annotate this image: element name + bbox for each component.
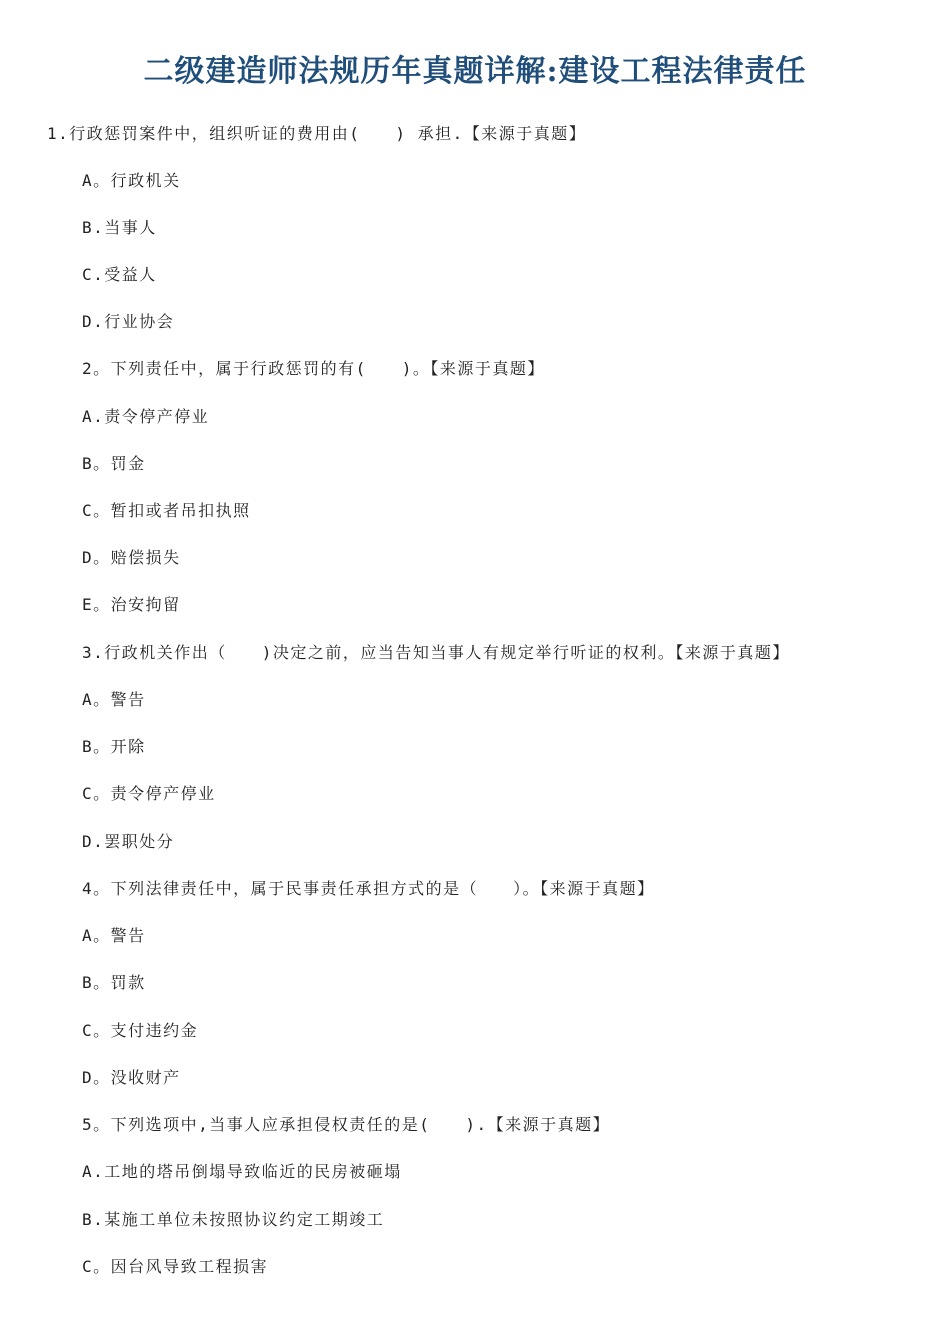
- question-5-option-b: B.某施工单位未按照协议约定工期竣工: [82, 1210, 385, 1229]
- question-1-option-c: C.受益人: [82, 265, 157, 284]
- question-4: 4。下列法律责任中，属于民事责任承担方式的是（ ）。【来源于真题】: [82, 879, 655, 898]
- document-title: 二级建造师法规历年真题详解:建设工程法律责任: [143, 54, 807, 89]
- question-2-option-d: D。赔偿损失: [82, 548, 181, 567]
- question-2-option-c: C。暂扣或者吊扣执照: [82, 501, 251, 520]
- question-1-option-b: B.当事人: [82, 218, 157, 237]
- question-4-option-b: B。罚款: [82, 973, 146, 992]
- question-2-option-a: A.责令停产停业: [82, 407, 210, 426]
- question-1: 1.行政惩罚案件中，组织听证的费用由( ) 承担.【来源于真题】: [47, 124, 587, 143]
- question-1-option-a: A。行政机关: [82, 171, 181, 190]
- question-3-option-b: B。开除: [82, 737, 146, 756]
- question-1-option-d: D.行业协会: [82, 312, 175, 331]
- question-5: 5。下列选项中,当事人应承担侵权责任的是( ).【来源于真题】: [82, 1115, 611, 1134]
- question-2: 2。下列责任中，属于行政惩罚的有( )。【来源于真题】: [82, 359, 545, 378]
- question-3-option-a: A。警告: [82, 690, 146, 709]
- question-3-option-d: D.罢职处分: [82, 832, 175, 851]
- question-3: 3.行政机关作出（ )决定之前，应当告知当事人有规定举行听证的权利。【来源于真题】: [82, 643, 790, 662]
- question-2-option-e: E。治安拘留: [82, 595, 181, 614]
- question-4-option-a: A。警告: [82, 926, 146, 945]
- question-5-option-a: A.工地的塔吊倒塌导致临近的民房被砸塌: [82, 1162, 402, 1181]
- question-5-option-c: C。因台风导致工程损害: [82, 1257, 269, 1276]
- question-2-option-b: B。罚金: [82, 454, 146, 473]
- question-3-option-c: C。责令停产停业: [82, 784, 216, 803]
- question-4-option-d: D。没收财产: [82, 1068, 181, 1087]
- question-4-option-c: C。支付违约金: [82, 1021, 199, 1040]
